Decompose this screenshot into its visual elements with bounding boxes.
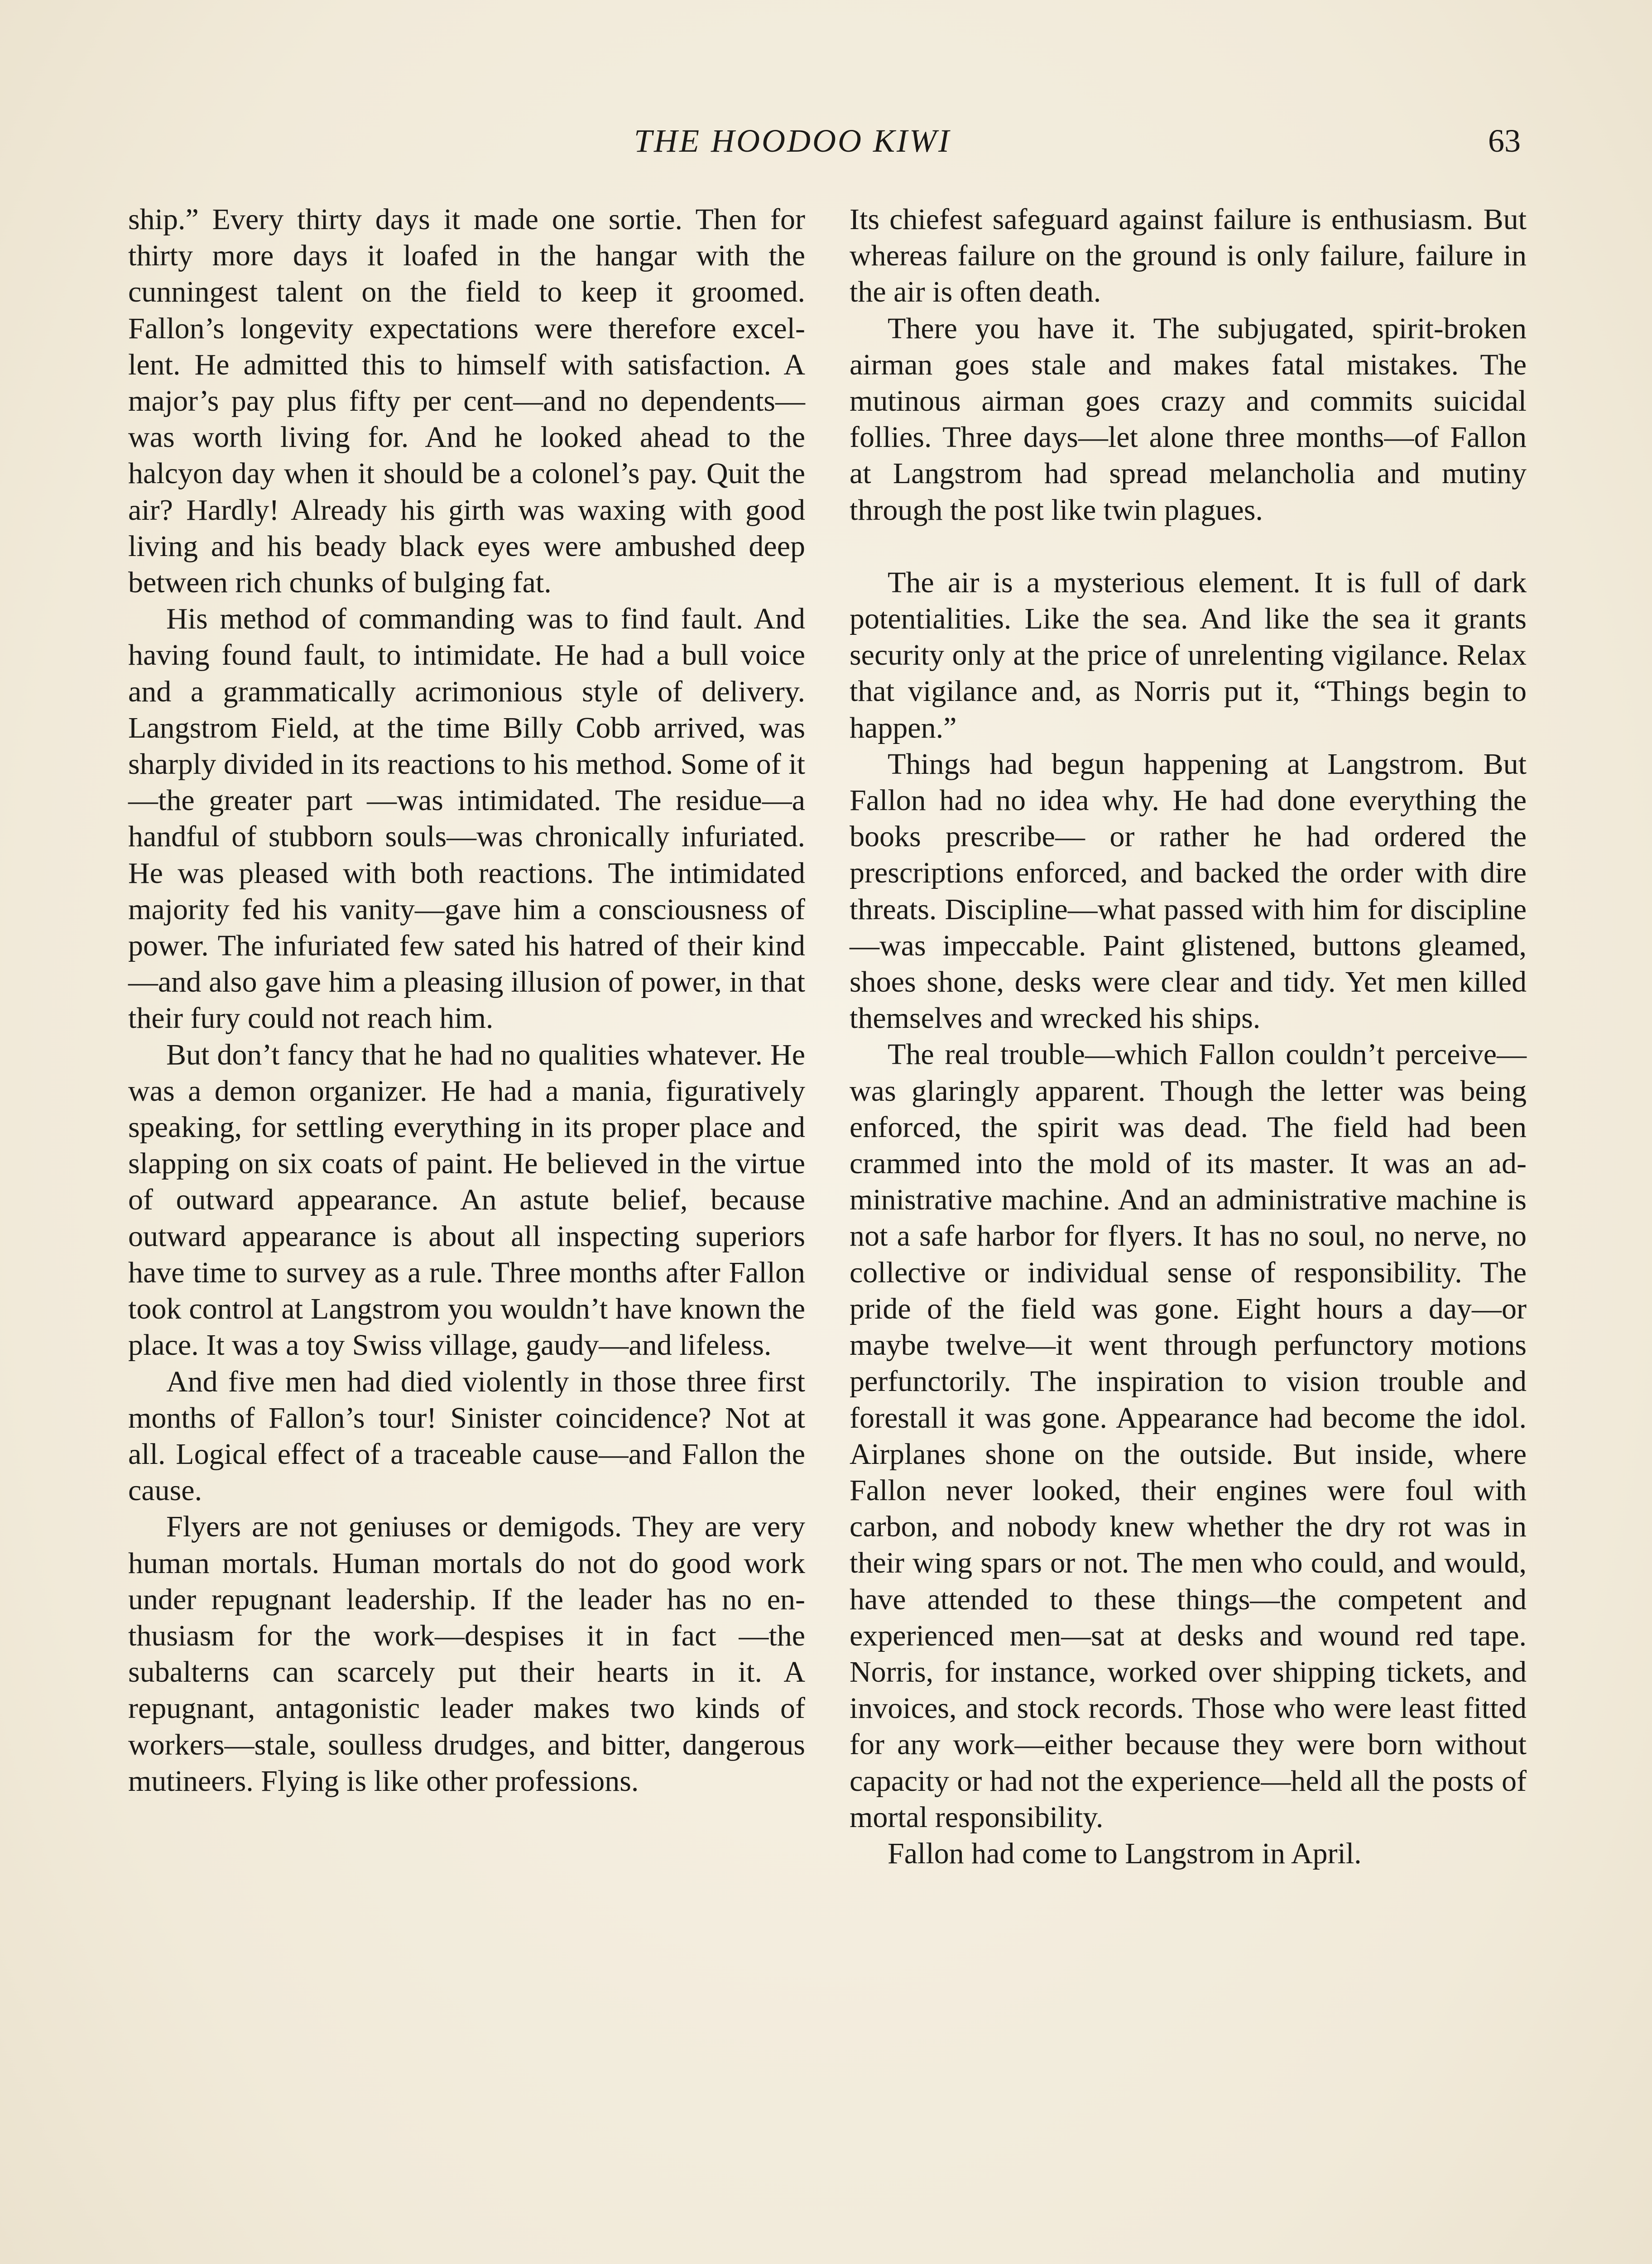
left-column — [128, 201, 805, 1799]
paragraph: His method of commanding was to find fault. And having found fault, to intimidate. He had a bull voice and a grammatically acrimonious style of delivery. Langstrom Field, at the time Billy Cobb arrived, was sharply divided in its reactions to his method. Some of it—the greater part —was intimidated. The residue—a handful of stubborn souls—was chronically infuriated. He was pleased with both reactions. The intimidated majority fed his vanity—gave him a consciousness of power. The infuriated few sated his hatred of their kind—and also gave him a pleasing illusion of power, in that their fury could not reach him. — [128, 602, 805, 1035]
running-title: THE HOODOO KIWI — [634, 123, 951, 159]
paragraph: There you have it. The subjugated, spirit-broken airman goes stale and makes fatal mistakes. The mutinous airman goes crazy and commits suicidal follies. Three days—let alone three months—of Fallon at Langstrom had spread melancholia and mutiny through the post like twin plagues. — [850, 312, 1527, 527]
paragraph: But don’t fancy that he had no qualities whatever. He was a demon organizer. He had a mania, figuratively speaking, for settling everything in its proper place and slapping on six coats of paint. He believed in the virtue of outward appearance. An astute belief, because outward appearance is about all inspecting superiors have time to survey as a rule. Three months after Fallon took control at Langstrom you wouldn’t have known the place. It was a toy Swiss village, gaudy—and lifeless. — [128, 1038, 805, 1362]
page-number: 63 — [1488, 123, 1521, 159]
paragraph: Flyers are not geniuses or demigods. They are very human mortals. Human mortals do not do good work under repugnant leadership. If the leader has no enthusiasm for the work—despises it in fact —the subalterns can scarcely put their hearts in it. A repugnant, antagonistic leader makes two kinds of workers—stale, soulless drudges, and bitter, dangerous mutineers. Flying is like other professions. — [128, 1510, 805, 1798]
paragraph: The air is a mysterious element. It is full of dark potentialities. Like the sea. And like the sea it grants security only at the price of unrelenting vigilance. Relax that vigilance and, as Norris put it, “Things begin to happen.” — [850, 566, 1527, 744]
right-column — [850, 201, 1527, 1872]
paragraph: ship.” Every thirty days it made one sortie. Then for thirty more days it loafed in the hangar with the cunningest talent on the field to keep it groomed. Fallon’s longevity expectations were therefore excellent. He admitted this to himself with satisfaction. A major’s pay plus fifty per cent—and no dependents—was worth living for. And he looked ahead to the halcyon day when it should be a colonel’s pay. Quit the air? Hardly! Already his girth was waxing with good living and his beady black eyes were ambushed deep between rich chunks of bulging fat. — [128, 203, 805, 600]
paragraph: Its chiefest safeguard against failure is enthusiasm. But whereas failure on the ground is only failure, failure in the air is often death. — [850, 203, 1527, 309]
paragraph: The real trouble—which Fallon couldn’t perceive—was glaringly apparent. Though the letter was being enforced, the spirit was dead. The field had been crammed into the mold of its master. It was an administrative machine. And an administrative machine is not a safe harbor for flyers. It has no soul, no nerve, no collective or individual sense of responsibility. The pride of the field was gone. Eight hours a day—or maybe twelve—it went through perfunctory motions perfunctorily. The inspiration to vision trouble and forestall it was gone. Appearance had become the idol. Airplanes shone on the outside. But inside, where Fallon never looked, their engines were foul with carbon, and nobody knew whether the dry rot was in their wing spars or not. The men who could, and would, have attended to these things—the competent and experienced men—sat at desks and wound red tape. Norris, for instance, worked over shipping tickets, and invoices, and stock records. Those who were least fitted for any work—either because they were born without capacity or had not the experience—held all the posts of mortal responsibility. — [850, 1038, 1527, 1834]
paragraph: Fallon had come to Langstrom in April. — [888, 1837, 1362, 1870]
paragraph: And five men had died violently in those three first months of Fallon’s tour! Sinister coincidence? Not at all. Logical effect of a traceable cause—and Fallon the cause. — [128, 1365, 805, 1507]
page-header — [0, 122, 1652, 172]
paragraph: Things had begun happening at Langstrom. But Fallon had no idea why. He had done everything the books prescribe— or rather he had ordered the prescriptions enforced, and backed the order with dire threats. Discipline—what passed with him for discipline—was impeccable. Paint glistened, buttons gleamed, shoes shone, desks were clear and tidy. Yet men killed themselves and wrecked his ships. — [850, 747, 1527, 1035]
